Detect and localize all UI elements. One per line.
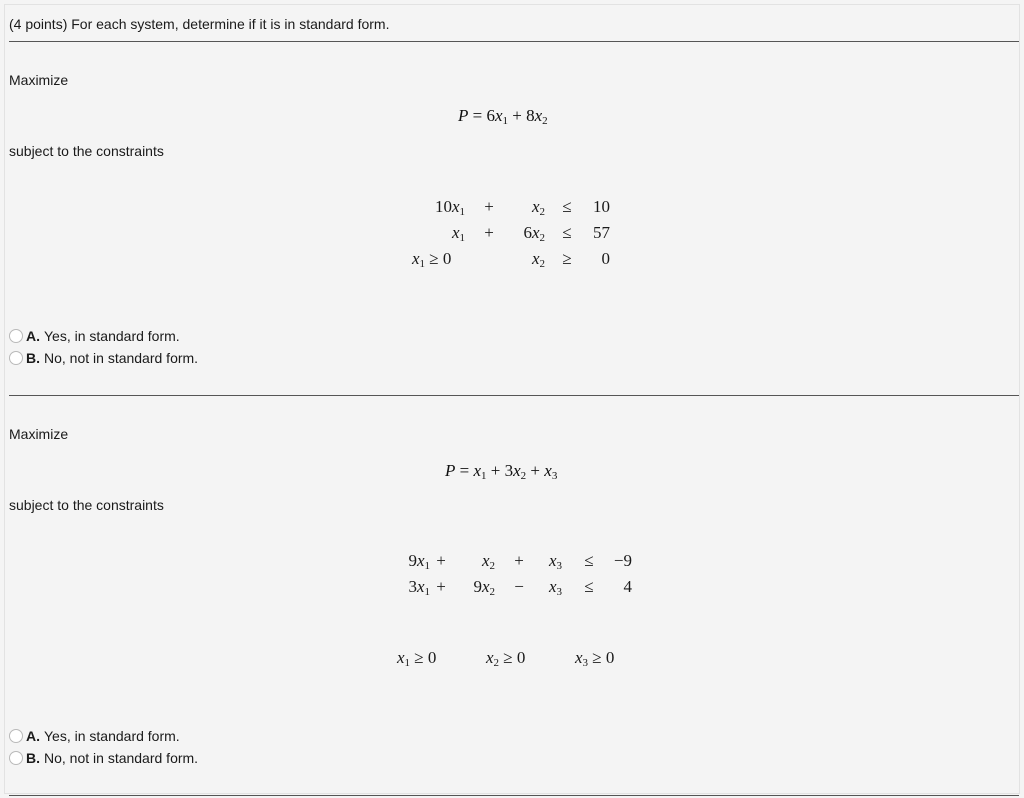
option-no[interactable]: B. No, not in standard form. <box>9 748 198 768</box>
radio-button[interactable] <box>9 751 23 765</box>
subject-to-label: subject to the constraints <box>9 143 164 159</box>
radio-button[interactable] <box>9 351 23 365</box>
option-no[interactable]: B. No, not in standard form. <box>9 348 198 368</box>
subject-to-label: subject to the constraints <box>9 497 164 513</box>
divider <box>9 395 1019 396</box>
divider <box>9 41 1019 42</box>
maximize-label: Maximize <box>9 72 69 88</box>
question-panel: (4 points) For each system, determine if it is in standard form. Maximize $P = 6x_1 + 8x_2$ subject to the constraints $10x_1$ + $x_2$ ≤ 10 $x_1$ + $6x_2$ ≤ 57 $x_1 \ge 0$ $x_2$ ≥ 0 A. Yes, in standard form. B. No, not in standard form. Maximize $P = x_1 + 3x_2 + x_3$ subject to the constraints $9x_1$ + $x_2$ + $x_3$ ≤ −9 $3x_1$ + $9x_2$ − $x_3$ ≤ 4 $x_1 \ge 0$ $x_2 \ge 0$ $x_3 \ge 0$ A. Yes, in standard form. B. No, not in standard form. <box>4 4 1020 794</box>
radio-button[interactable] <box>9 729 23 743</box>
objective-function: $P = 6x_1 + 8x_2$ <box>458 106 548 127</box>
maximize-label: Maximize <box>9 426 69 442</box>
question-header: (4 points) For each system, determine if it is in standard form. <box>9 16 390 32</box>
objective-function: $P = x_1 + 3x_2 + x_3$ <box>445 461 558 482</box>
divider <box>9 795 1019 796</box>
option-yes[interactable]: A. Yes, in standard form. <box>9 726 180 746</box>
radio-button[interactable] <box>9 329 23 343</box>
option-yes[interactable]: A. Yes, in standard form. <box>9 326 180 346</box>
